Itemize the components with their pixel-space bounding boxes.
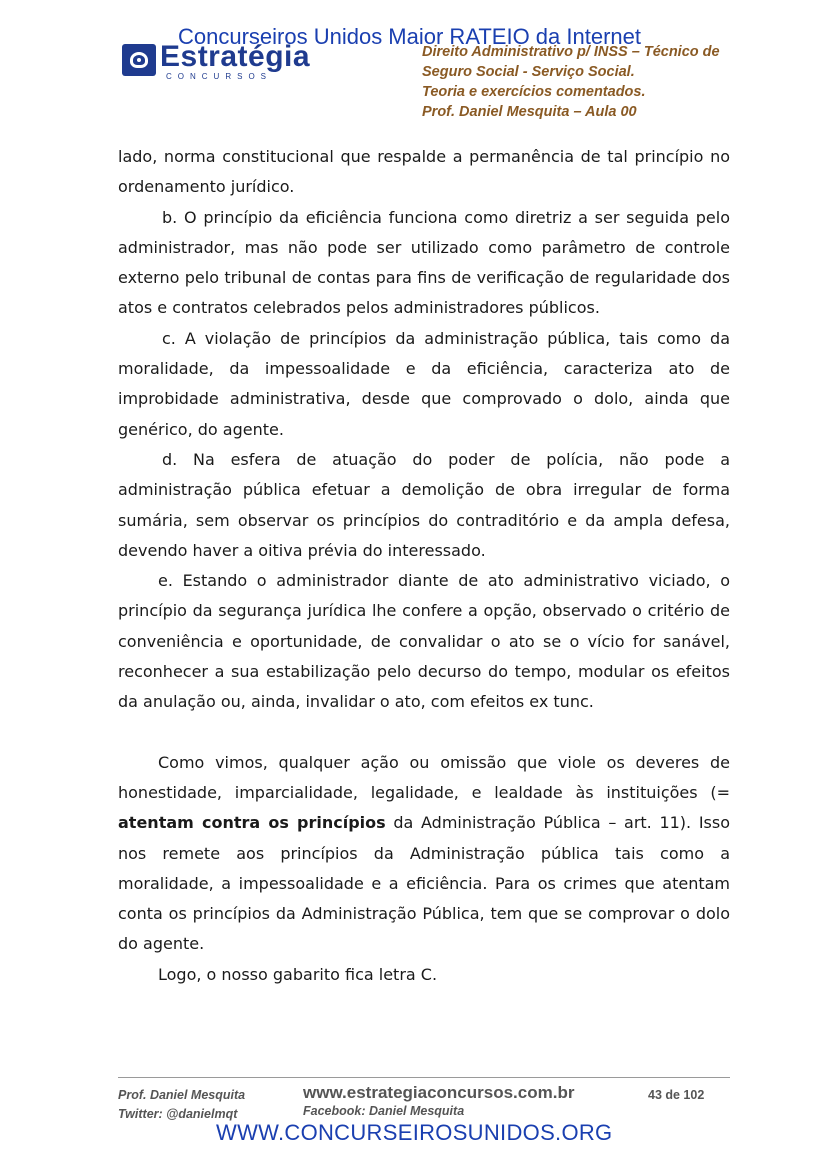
owl-logo-icon bbox=[122, 44, 156, 76]
estrategia-logo bbox=[122, 42, 312, 82]
header-info bbox=[422, 42, 762, 122]
footer-facebook: Facebook: Daniel Mesquita bbox=[303, 1104, 465, 1118]
comment-bold-text: atentam contra os princípios bbox=[118, 813, 386, 833]
comment-text-1: Como vimos, qualquer ação ou omissão que viole os deveres de honestidade, imparcialidade, legalidade, e lealdade às instituições (= bbox=[118, 752, 730, 802]
option-d: d. Na esfera de atuação do poder de polícia, não pode a administração pública efetuar a demolição de obra irregular de forma sumária, sem observar os princípios do contraditório e da ampla defesa, devendo haver a oitiva prévia do interessado. bbox=[118, 449, 730, 560]
watermark-top: Concurseiros Unidos Maior RATEIO da Internet bbox=[178, 24, 641, 49]
footer-left bbox=[118, 1086, 245, 1124]
watermark-bottom: WWW.CONCURSEIROSUNIDOS.ORG bbox=[216, 1120, 613, 1145]
option-c: c. A violação de princípios da administração pública, tais como da moralidade, da impessoalidade e da eficiência, caracteriza ato de improbidade administrativa, desde que comprovado o dolo, ainda que genérico, do agente. bbox=[118, 328, 730, 439]
footer-author: Prof. Daniel Mesquita bbox=[118, 1088, 246, 1102]
conclusion-paragraph: Logo, o nosso gabarito fica letra C. bbox=[158, 964, 438, 984]
footer-mid bbox=[303, 1082, 574, 1118]
page-body bbox=[118, 142, 730, 990]
option-a-tail: lado, norma constitucional que respalde a permanência de tal princípio no ordenamento jurídico. bbox=[118, 147, 730, 197]
option-b: b. O princípio da eficiência funciona como diretriz a ser seguida pelo administrador, mas não pode ser utilizado como parâmetro de controle externo pelo tribunal de contas para fins de verificação de regularidade dos atos e contratos celebrados pelos administradores públicos. bbox=[118, 207, 730, 318]
logo-subtitle: CONCURSOS bbox=[166, 72, 273, 81]
comment-paragraph bbox=[118, 748, 730, 960]
header-career: Seguro Social - Serviço Social. bbox=[422, 64, 635, 80]
footer-website-link[interactable]: www.estrategiaconcursos.com.br bbox=[303, 1083, 575, 1102]
option-e: e. Estando o administrador diante de ato administrativo viciado, o princípio da segurança jurídica lhe confere a opção, observado o critério de conveniência e oportunidade, de convalidar o ato se o vício for sanável, reconhecer a sua estabilização pelo decurso do tempo, modular os efeitos da anulação ou, ainda, invalidar o ato, com efeitos ex tunc. bbox=[118, 571, 730, 712]
header-course: Direito Administrativo p/ INSS – Técnico de bbox=[422, 44, 720, 60]
comment-text-2: da Administração Pública – art. 11). Isso nos remete aos princípios da Administração pública tais como a moralidade, a impessoalidade e a eficiência. Para os crimes que atentam conta os princípios da Administração Pública, tem que se comprovar o dolo do agente. bbox=[118, 813, 730, 954]
header-type: Teoria e exercícios comentados. bbox=[422, 84, 646, 100]
header-lesson: Prof. Daniel Mesquita – Aula 00 bbox=[422, 104, 637, 120]
logo-word: Estratégia bbox=[160, 40, 311, 73]
footer-divider bbox=[118, 1077, 730, 1078]
page-number: 43 de 102 bbox=[648, 1088, 705, 1102]
paragraph-gap bbox=[118, 718, 730, 748]
footer-twitter: Twitter: @danielmqt bbox=[118, 1107, 238, 1121]
